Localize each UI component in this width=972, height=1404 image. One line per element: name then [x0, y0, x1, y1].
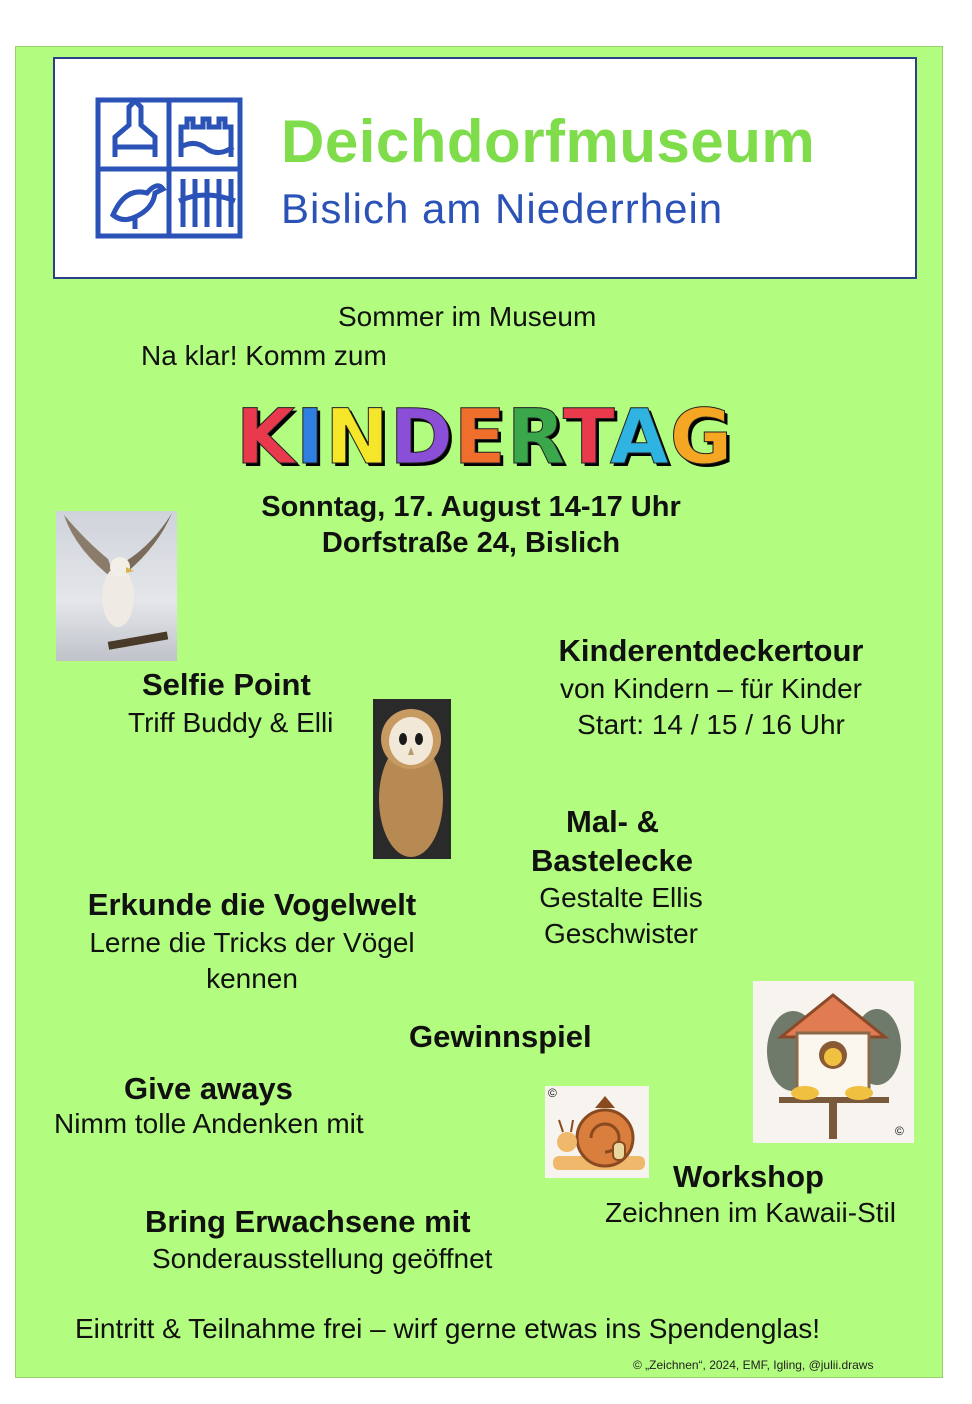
- tour-line-1: von Kindern – für Kinder: [560, 673, 862, 704]
- birdhouse-icon: [753, 981, 914, 1143]
- image-credit: © „Zeichnen“, 2024, EMF, Igling, @julii.draws: [633, 1358, 874, 1372]
- tour-title: Kinderentdeckertour: [558, 633, 864, 668]
- adults-desc: Sonderausstellung geöffnet: [152, 1243, 493, 1274]
- event-date: Sonntag, 17. August 14-17 Uhr: [261, 491, 681, 523]
- snail-icon: [545, 1086, 649, 1178]
- giveaways-desc: Nimm tolle Andenken mit: [54, 1108, 364, 1139]
- craft-line-1: Gestalte Ellis: [539, 882, 703, 913]
- birdhouse-copyright: ©: [895, 1124, 904, 1138]
- giveaways-title: Give aways: [124, 1071, 293, 1106]
- headline-letter: I: [295, 392, 326, 481]
- craft-line-2: Geschwister: [543, 918, 699, 949]
- raffle-title: Gewinnspiel: [409, 1019, 592, 1054]
- headline-letter: N: [325, 392, 390, 481]
- intro-line-1: Sommer im Museum: [338, 301, 597, 332]
- workshop-title: Workshop: [673, 1159, 824, 1194]
- header-box: [53, 57, 917, 279]
- museum-subtitle: Bislich am Niederrhein: [281, 185, 724, 232]
- museum-logo-icon: [95, 97, 243, 239]
- headline-letter: R: [506, 392, 563, 481]
- selfie-desc: Triff Buddy & Elli: [128, 707, 334, 738]
- adults-title: Bring Erwachsene mit: [145, 1204, 471, 1239]
- selfie-title: Selfie Point: [142, 667, 311, 702]
- headline-letter: D: [389, 392, 454, 481]
- headline-letter: A: [609, 392, 670, 481]
- birds-line-2: kennen: [206, 963, 298, 994]
- event-address: Dorfstraße 24, Bislich: [321, 527, 621, 559]
- craft-title-1: Mal- &: [566, 804, 659, 839]
- snail-copyright: ©: [548, 1086, 557, 1100]
- craft-title-2: Bastelecke: [531, 843, 694, 878]
- hawk-photo: [56, 511, 177, 661]
- intro-line-2: Na klar! Komm zum: [141, 340, 387, 371]
- snail-illustration: [545, 1086, 649, 1178]
- owl-photo: [373, 699, 451, 859]
- headline-letter: K: [236, 392, 296, 481]
- headline-letter: T: [562, 392, 610, 481]
- museum-name: Deichdorfmuseum: [281, 108, 816, 175]
- tour-line-2: Start: 14 / 15 / 16 Uhr: [577, 709, 845, 740]
- headline-letter: E: [453, 392, 507, 481]
- birds-title: Erkunde die Vogelwelt: [87, 887, 417, 922]
- hawk-icon: [56, 511, 177, 661]
- poster: [15, 46, 943, 1378]
- birds-line-1: Lerne die Tricks der Vögel: [89, 927, 415, 958]
- headline-letter: G: [669, 392, 734, 481]
- kindertag-headline: [236, 392, 733, 481]
- workshop-desc: Zeichnen im Kawaii-Stil: [605, 1197, 896, 1228]
- owl-icon: [373, 699, 451, 859]
- admission-note: Eintritt & Teilnahme frei – wirf gerne etwas ins Spendenglas!: [75, 1313, 820, 1344]
- birdhouse-illustration: [753, 981, 914, 1143]
